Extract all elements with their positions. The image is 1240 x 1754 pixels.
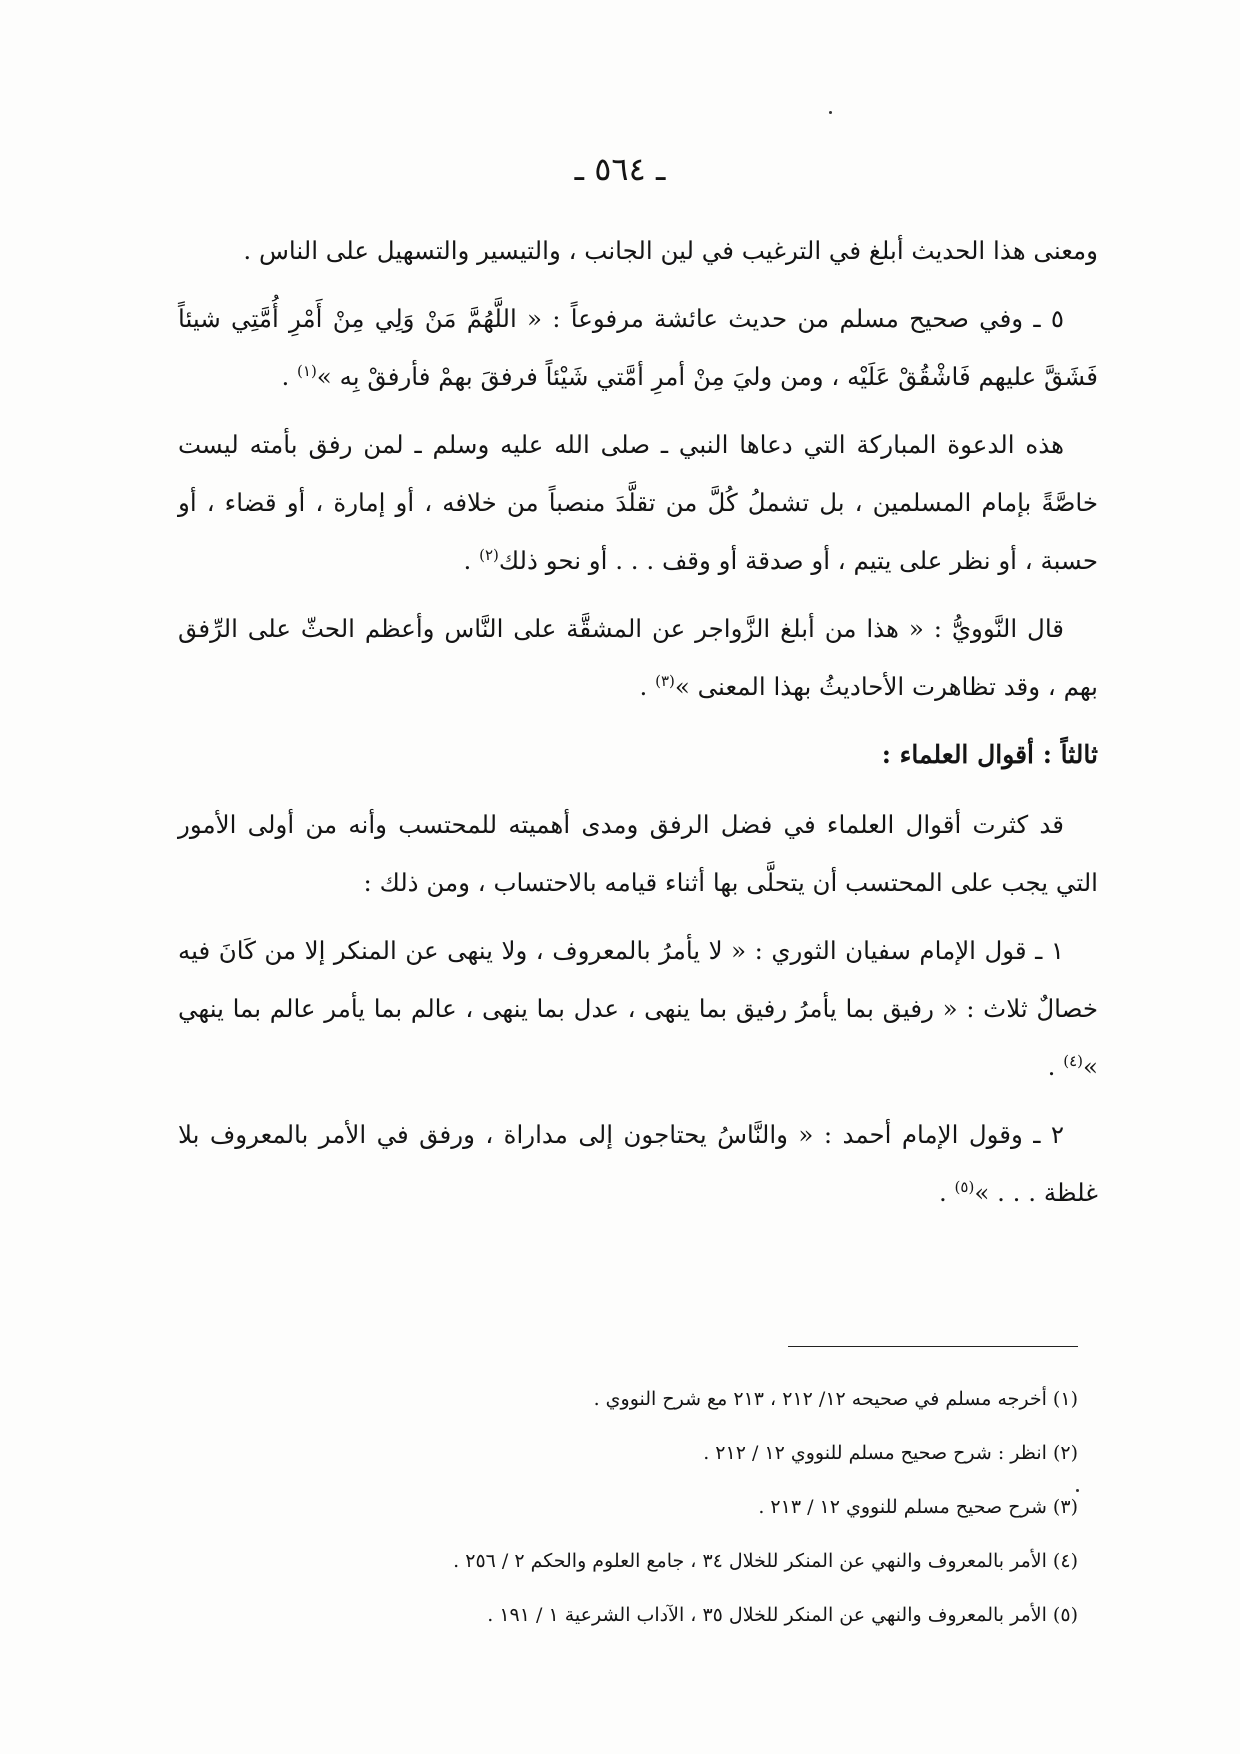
footnote-ref-3[interactable]: (٣) [655, 671, 675, 690]
paragraph-scholars-intro: قد كثرت أقوال العلماء في فضل الرفق ومدى أهميته للمحتسب وأنه من أولى الأمور التي يجب على المحتسب أن يتحلَّى بها أثناء قيامه بالاحتساب ، ومن ذلك : [178, 810, 1098, 897]
paragraph-muslim-hadith: ٥ ـ وفي صحيح مسلم من حديث عائشة مرفوعاً : « اللَّهُمَّ مَنْ وَلِي مِنْ أَمْرِ أُمَّتِي شيئاً فَشَقَّ عليهم فَاشْقُقْ عَلَيْه ، ومن وليَ مِنْ أمرِ أمَّتي شَيْئاً فرفقَ بهمْ فأرفقْ بِه »$^{(١)}$ . [178, 304, 1098, 391]
section-heading: ثالثاً : أقوال العلماء : [881, 740, 1098, 769]
scan-speck [829, 111, 832, 114]
main-text [178, 222, 1098, 1232]
paragraph-hadith-meaning: ومعنى هذا الحديث أبلغ في الترغيب في لين الجانب ، والتيسير والتسهيل على الناس . [243, 236, 1098, 265]
paragraph-ahmad-quote: ٢ ـ وقول الإمام أحمد : « والنَّاسُ يحتاجون إلى مداراة ، ورفق في الأمر بالمعروف بلا غلظة . . . »$^{(٥)}$ . [178, 1120, 1098, 1207]
footnotes [178, 1372, 1078, 1642]
footnote-3: (٣) شرح صحيح مسلم للنووي ١٢ / ٢١٣ . [758, 1496, 1078, 1518]
paragraph-nawawi-quote: قال النَّوويُّ : « هذا من أبلغ الزَّواجر عن المشقَّة على النَّاس وأعظم الحثّ على الرِّفق بهم ، وقد تظاهرت الأحاديثُ بهذا المعنى »$^{(٣)}$ . [178, 614, 1098, 701]
footnote-ref-2[interactable]: (٢) [479, 545, 499, 564]
paragraph-thawri-quote: ١ ـ قول الإمام سفيان الثوري : « لا يأمرُ بالمعروف ، ولا ينهى عن المنكر إلا من كَانَ فيه خصالٌ ثلاث : « رفيق بما يأمرُ رفيق بما ينهى ، عدل بما ينهى ، عالم بما يأمر عالم بما ينهي »$^{(٤)}$ . [178, 936, 1098, 1081]
footnote-4: (٤) الأمر بالمعروف والنهي عن المنكر للخلال ٣٤ ، جامع العلوم والحكم ٢ / ٢٥٦ . [453, 1550, 1078, 1572]
footnote-ref-5[interactable]: (٥) [954, 1177, 975, 1196]
footnote-ref-1[interactable]: (١) [297, 361, 317, 380]
footnote-ref-4[interactable]: (٤) [1063, 1051, 1083, 1070]
footnote-2: (٢) انظر : شرح صحيح مسلم للنووي ١٢ / ٢١٢ . [703, 1442, 1078, 1464]
footnote-1: (١) أخرجه مسلم في صحيحه ١٢/ ٢١٢ ، ٢١٣ مع شرح النووي . [593, 1388, 1078, 1410]
footnote-5: (٥) الأمر بالمعروف والنهي عن المنكر للخلال ٣٥ ، الآداب الشرعية ١ / ١٩١ . [487, 1604, 1078, 1626]
paragraph-blessed-call: هذه الدعوة المباركة التي دعاها النبي ـ صلى الله عليه وسلم ـ لمن رفق بأمته ليست خاصَّةً بإمام المسلمين ، بل تشملُ كُلَّ من تقلَّدَ منصباً من خلافه ، أو إمارة ، أو قضاء ، أو حسبة ، أو نظر على يتيم ، أو صدقة أو وقف . . . أو نحو ذلك$^{(٢)}$ . [178, 430, 1098, 575]
footnote-divider [788, 1346, 1078, 1347]
page-number: ـ ٥٦٤ ـ [574, 150, 666, 188]
